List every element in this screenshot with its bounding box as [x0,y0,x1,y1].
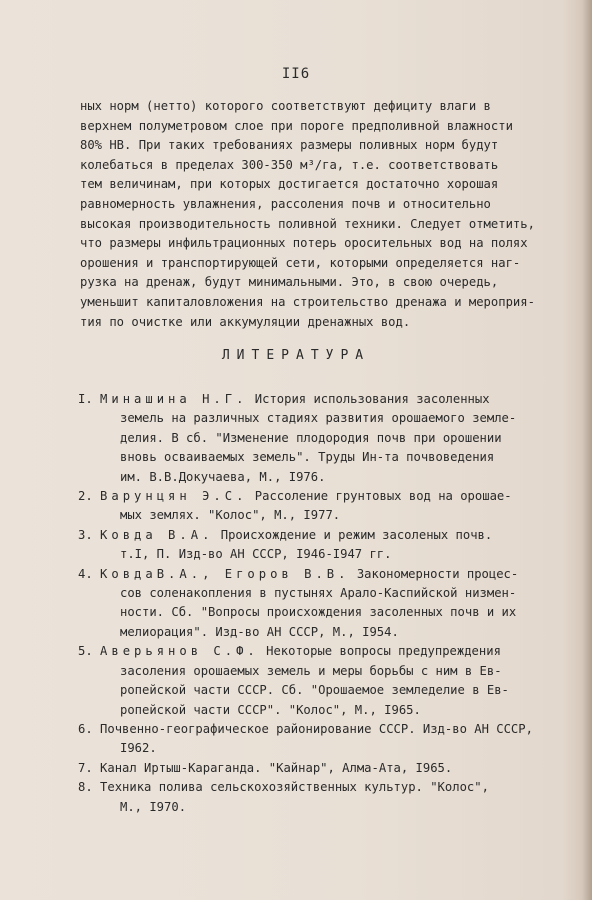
paragraph-line: орошения и транспортирующей сети, которыми определяется наг- [80,255,521,270]
reference-item [78,487,578,526]
reference-first-line [78,487,578,506]
reference-line: ности. Сб. "Вопросы происхождения засоленных почв и их [120,605,517,620]
reference-text: Происхождение и режим засоленых почв. [220,527,493,542]
reference-item [78,565,578,643]
reference-number: 2. [78,489,93,504]
reference-text: Закономерности процес- [356,566,519,581]
reference-line: им. В.В.Докучаева, М., I976. [120,469,326,484]
reference-first-line [78,720,578,739]
body-paragraph [80,97,570,332]
reference-author: Варунцян Э.С. [100,489,248,504]
reference-author: Минашина Н.Г. [100,392,248,406]
reference-text: Некоторые вопросы предупреждения [266,644,501,659]
paragraph-line: что размеры инфильтрационных потерь оросительных вод на полях [80,236,528,251]
reference-line: I962. [120,741,157,756]
reference-item [78,390,578,487]
reference-line: засоления орошаемых земель и меры борьбы с ним в Ев- [120,663,502,678]
reference-line: ропейской части СССР. Сб. "Орошаемое земледелие в Ев- [120,683,509,698]
page-number: II6 [281,66,311,82]
paragraph-line: ных норм (нетто) которого соответствуют дефициту влаги в [80,99,491,113]
paragraph-line: рузка на дренаж, будут минимальными. Это, в свою очередь, [80,275,499,290]
reference-item [78,759,578,778]
paragraph-line: верхнем полуметровом слое при пороге предполивной влажности [80,118,513,133]
reference-line: вновь осваиваемых земель". Труды Ин-та почвоведения [120,450,495,465]
reference-number: 4. [78,566,93,581]
paragraph-line: тия по очистке или аккумуляции дренажных вод. [80,314,411,329]
reference-line: мых землях. "Колос", М., I977. [120,508,341,523]
paragraph-line: равномерность увлажнения, рассоления почв и относительно [80,196,491,211]
reference-first-line [78,778,578,797]
reference-line: мелиорация". Изд-во АН СССР, М., I954. [120,624,399,639]
reference-first-line [78,390,578,409]
paragraph-line: колебаться в пределах 300-350 м³/га, т.е. соответствовать [80,157,499,172]
reference-text: Рассоление грунтовых вод на орошае- [254,489,512,504]
reference-item [78,642,578,720]
reference-text: Техника полива сельскохозяйственных культур. "Колос", [100,780,489,795]
reference-text: Канал Иртыш-Караганда. "Кайнар", Алма-Ата, I965. [100,760,453,775]
paragraph-line: тем величинам, при которых достигается достаточно хорошая [80,177,499,192]
paragraph-line: 80% НВ. При таких требованиях размеры поливных норм будут [80,138,499,153]
reference-author: Ковда В.А. [100,527,214,542]
reference-number: 5. [78,644,93,659]
reference-line: ропейской части СССР". "Колос", М., I965. [120,702,421,717]
reference-item [78,720,578,759]
section-heading: ЛИТЕРАТУРА [221,348,371,363]
reference-line: делия. В сб. "Изменение плодородия почв при орошении [120,430,502,445]
reference-first-line [78,565,578,584]
reference-number: 6. [78,721,93,736]
reference-line: сов соленакопления в пустынях Арало-Каспийской низмен- [120,586,517,601]
reference-first-line [78,759,578,778]
reference-number: I. [78,392,93,406]
reference-line: земель на различных стадиях развития орошаемого земле- [120,411,517,426]
paragraph-line: уменьшит капиталовложения на строительство дренажа и мероприя- [80,294,535,309]
paragraph-line: высокая производительность поливной техники. Следует отметить, [80,216,535,231]
reference-author: Аверьянов С.Ф. [100,644,259,659]
reference-item [78,778,578,817]
reference-number: 7. [78,760,93,775]
reference-list [78,390,578,817]
reference-first-line [78,642,578,661]
reference-text: История использования засоленных [254,392,490,406]
reference-line: т.I, П. Изд-во АН СССР, I946-I947 гг. [120,547,392,562]
reference-line: М., I970. [120,799,187,814]
reference-number: 3. [78,527,93,542]
reference-item [78,526,578,565]
reference-number: 8. [78,780,93,795]
reference-author: КовдаВ.А., Егоров В.В. [100,566,350,581]
reference-text: Почвенно-географическое районирование СССР. Изд-во АН СССР, [100,721,533,736]
page-edge-shadow [582,0,592,900]
reference-first-line [78,526,578,545]
